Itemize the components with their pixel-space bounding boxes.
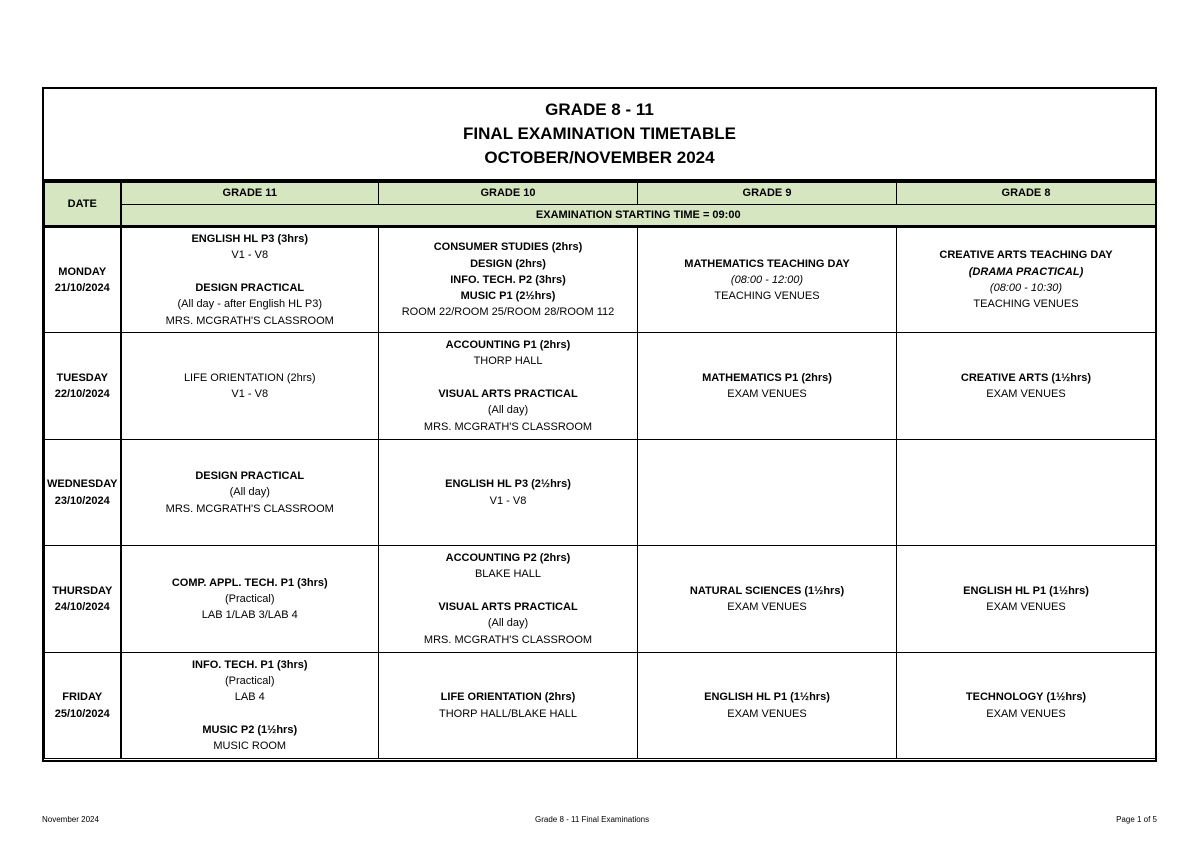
day-row xyxy=(45,653,1156,759)
grade-8-exam-cell xyxy=(897,653,1156,759)
exam-line: NATURAL SCIENCES (1½hrs) xyxy=(689,584,845,597)
day-date-cell xyxy=(45,227,121,333)
grade-10-exam-cell xyxy=(379,333,638,440)
day-rows xyxy=(45,227,1156,759)
exam-line: (08:00 - 10:30) xyxy=(989,282,1063,294)
exam-line: INFO. TECH. P1 (3hrs) xyxy=(191,658,308,671)
weekday-label: TUESDAY xyxy=(56,371,109,384)
day-date-cell xyxy=(45,546,121,653)
grade-11-exam-cell xyxy=(121,333,379,440)
exam-line: LAB 1/LAB 3/LAB 4 xyxy=(201,609,298,622)
grade-9-exam-cell xyxy=(638,227,897,333)
grade-8-exam-cell xyxy=(897,333,1156,440)
grade-11-exam-cell xyxy=(121,227,379,333)
timetable-sheet xyxy=(42,87,1157,762)
exam-line: LIFE ORIENTATION (2hrs) xyxy=(183,371,316,384)
exam-line: CONSUMER STUDIES (2hrs) xyxy=(433,241,583,254)
exam-line: COMP. APPL. TECH. P1 (3hrs) xyxy=(171,576,328,589)
exam-line: MUSIC P2 (1½hrs) xyxy=(202,723,298,736)
exam-line: MRS. MCGRATH'S CLASSROOM xyxy=(165,314,334,327)
exam-line: (All day - after English HL P3) xyxy=(177,298,322,311)
exam-line: (Practical) xyxy=(224,592,275,605)
grade-8-exam-cell xyxy=(897,227,1156,333)
exam-line: EXAM VENUES xyxy=(986,601,1066,613)
day-row xyxy=(45,440,1156,546)
day-date-cell xyxy=(45,440,121,546)
grade-10-exam-cell xyxy=(379,440,638,546)
footer-date: November 2024 xyxy=(42,815,99,824)
day-row xyxy=(45,546,1156,653)
spacer xyxy=(379,370,637,386)
date-label: 25/10/2024 xyxy=(54,707,110,720)
exam-line: (08:00 - 12:00) xyxy=(730,273,804,286)
spacer xyxy=(122,264,379,280)
exam-line: MUSIC P1 (2½hrs) xyxy=(460,290,556,303)
grade-11-column-header: GRADE 11 xyxy=(121,183,379,205)
weekday-label: FRIDAY xyxy=(62,691,103,704)
exam-line: TECHNOLOGY (1½hrs) xyxy=(965,691,1087,704)
grade-10-exam-cell xyxy=(379,227,638,333)
weekday-label: THURSDAY xyxy=(52,584,113,597)
exam-line: EXAM VENUES xyxy=(986,707,1066,720)
exam-line: ENGLISH HL P1 (1½hrs) xyxy=(963,584,1089,597)
title-line-2: FINAL EXAMINATION TIMETABLE xyxy=(463,124,736,143)
exam-line: MUSIC ROOM xyxy=(213,740,287,753)
exam-line: INFO. TECH. P2 (3hrs) xyxy=(450,273,566,286)
timetable-title xyxy=(44,89,1155,182)
title-line-3: OCTOBER/NOVEMBER 2024 xyxy=(484,148,715,167)
exam-line: (Practical) xyxy=(224,674,275,687)
starting-time-banner: EXAMINATION STARTING TIME = 09:00 xyxy=(121,205,1156,227)
grade-8-exam-cell xyxy=(897,546,1156,653)
date-label: 22/10/2024 xyxy=(54,388,110,400)
footer-page-number: Page 1 of 5 xyxy=(1116,815,1157,824)
exam-line: CREATIVE ARTS (1½hrs) xyxy=(960,371,1092,384)
exam-line: (All day) xyxy=(487,617,529,630)
exam-line: EXAM VENUES xyxy=(727,707,807,720)
grade-10-exam-cell xyxy=(379,653,638,759)
grade-10-exam-cell xyxy=(379,546,638,653)
exam-line: V1 - V8 xyxy=(489,494,527,507)
exam-line: VISUAL ARTS PRACTICAL xyxy=(438,601,578,613)
grade-9-column-header: GRADE 9 xyxy=(638,183,897,205)
date-column-header: DATE xyxy=(45,183,121,227)
grade-11-exam-cell xyxy=(121,440,379,546)
exam-line: ENGLISH HL P3 (3hrs) xyxy=(191,233,309,246)
date-label: 23/10/2024 xyxy=(54,494,110,507)
grade-10-column-header: GRADE 10 xyxy=(379,183,638,205)
spacer xyxy=(379,583,637,599)
exam-line: ROOM 22/ROOM 25/ROOM 28/ROOM 112 xyxy=(401,306,615,319)
exam-line: EXAM VENUES xyxy=(727,388,807,400)
exam-line: ACCOUNTING P1 (2hrs) xyxy=(445,339,571,352)
exam-line: TEACHING VENUES xyxy=(973,298,1079,311)
exam-line: (DRAMA PRACTICAL) xyxy=(968,265,1084,278)
grade-9-exam-cell xyxy=(638,440,897,546)
grade-9-exam-cell xyxy=(638,333,897,440)
day-row xyxy=(45,333,1156,440)
exam-line: ACCOUNTING P2 (2hrs) xyxy=(445,552,571,565)
exam-line: CREATIVE ARTS TEACHING DAY xyxy=(939,249,1113,262)
exam-line: MRS. MCGRATH'S CLASSROOM xyxy=(423,420,593,433)
exam-line: V1 - V8 xyxy=(231,388,269,400)
day-date-cell xyxy=(45,333,121,440)
date-label: 21/10/2024 xyxy=(54,282,110,294)
grade-9-exam-cell xyxy=(638,653,897,759)
exam-line: DESIGN PRACTICAL xyxy=(195,470,305,483)
exam-line: TEACHING VENUES xyxy=(714,290,820,303)
exam-line: (All day) xyxy=(487,404,529,417)
timetable-grid xyxy=(44,182,1156,759)
weekday-label: WEDNESDAY xyxy=(47,478,118,491)
exam-line: MRS. MCGRATH'S CLASSROOM xyxy=(165,502,334,515)
exam-line: (All day) xyxy=(229,486,270,499)
exam-line: ENGLISH HL P3 (2½hrs) xyxy=(445,478,571,491)
day-row xyxy=(45,227,1156,333)
weekday-label: MONDAY xyxy=(58,265,107,278)
exam-line: VISUAL ARTS PRACTICAL xyxy=(438,388,578,400)
spacer xyxy=(122,706,379,722)
exam-line: MATHEMATICS TEACHING DAY xyxy=(684,257,850,270)
exam-line: LAB 4 xyxy=(234,691,265,704)
exam-line: THORP HALL/BLAKE HALL xyxy=(439,707,577,720)
day-date-cell xyxy=(45,653,121,759)
exam-line: EXAM VENUES xyxy=(727,601,807,613)
grade-11-exam-cell xyxy=(121,653,379,759)
grade-8-column-header: GRADE 8 xyxy=(897,183,1156,205)
exam-line: BLAKE HALL xyxy=(474,568,542,581)
grade-11-exam-cell xyxy=(121,546,379,653)
exam-line: MRS. MCGRATH'S CLASSROOM xyxy=(423,633,593,646)
grade-9-exam-cell xyxy=(638,546,897,653)
exam-line: MATHEMATICS P1 (2hrs) xyxy=(702,371,832,384)
title-line-1: GRADE 8 - 11 xyxy=(545,100,654,119)
exam-line: EXAM VENUES xyxy=(986,388,1066,400)
exam-line: THORP HALL xyxy=(473,355,543,368)
footer-document-title: Grade 8 - 11 Final Examinations xyxy=(535,815,650,824)
exam-line: V1 - V8 xyxy=(231,249,269,262)
date-label: 24/10/2024 xyxy=(54,601,110,613)
exam-line: ENGLISH HL P1 (1½hrs) xyxy=(704,691,830,704)
exam-line: LIFE ORIENTATION (2hrs) xyxy=(440,691,576,704)
exam-line: DESIGN (2hrs) xyxy=(470,257,546,270)
grade-8-exam-cell xyxy=(897,440,1156,546)
exam-line: DESIGN PRACTICAL xyxy=(195,282,305,294)
